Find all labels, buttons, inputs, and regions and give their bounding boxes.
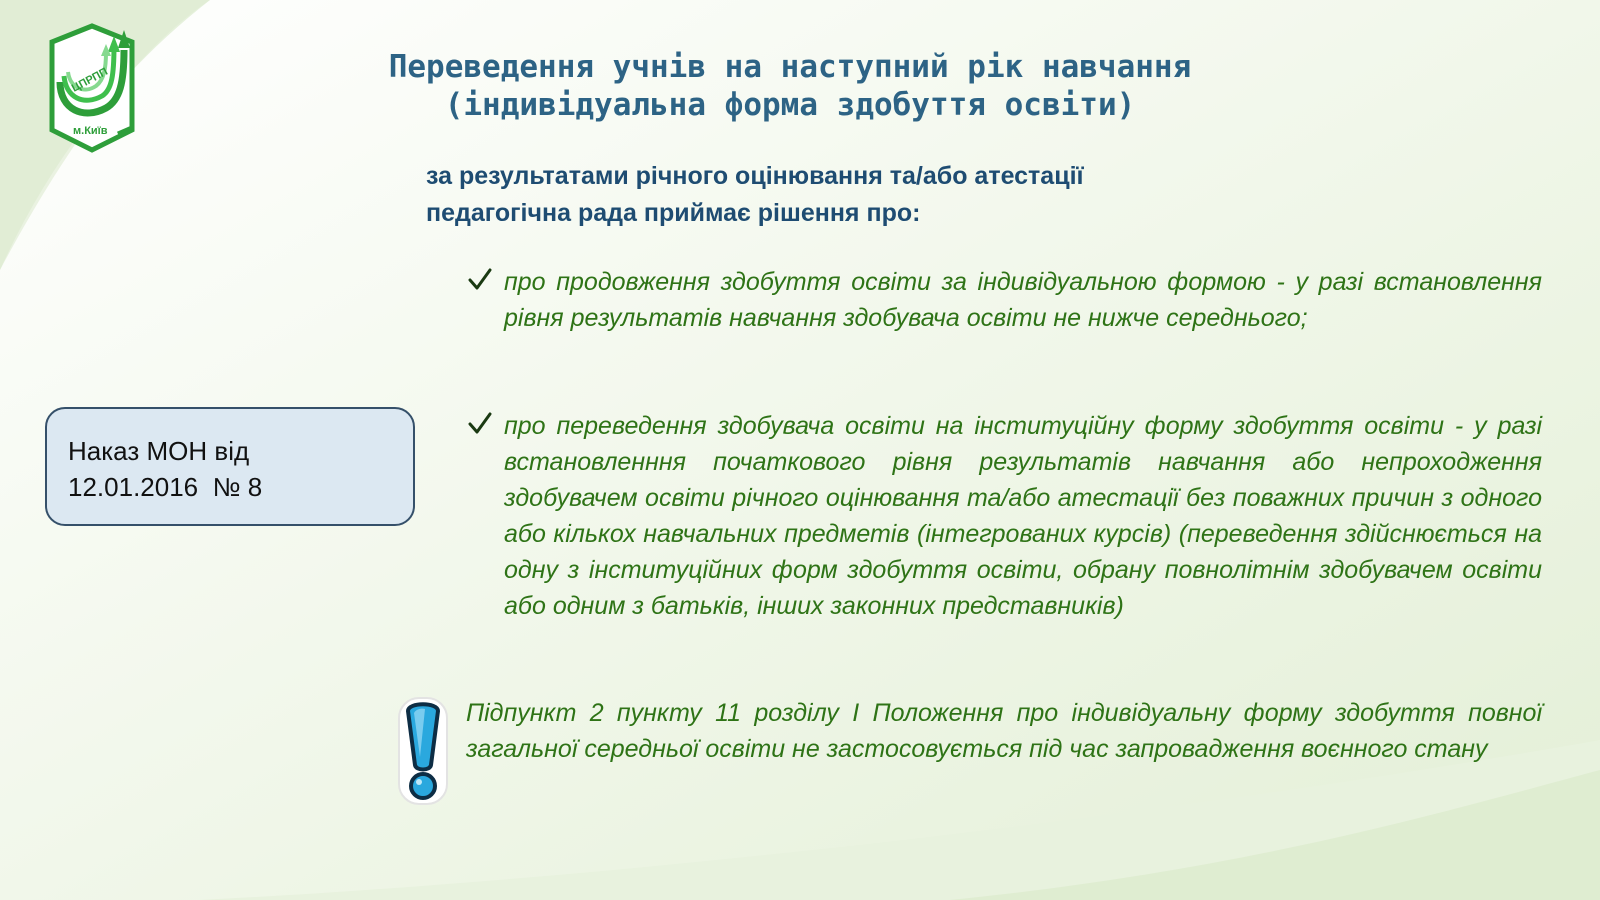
logo-text-top: ЦПРПП [69, 65, 110, 95]
exclamation-icon [398, 697, 448, 805]
bullet-transfer-institutional: про переведення здобувача освіти на інституційну форму здобуття освіти - у разі встановленння початкового рівня результатів навчання або непроходження здобувачем освіти річного оцінювання та/або атестації без поважних причин з одного або кількох навчальних предметів (інтегрованих курсів) (переведення здійснюється на одну з інституційних форм здобуття освіти, обрану повнолітнім здобувачем освіти або одним з батьків, інших законних представників) [504, 412, 1542, 620]
reference-box [45, 407, 415, 526]
checkmark-icon [466, 266, 494, 294]
slide-title [250, 48, 1330, 124]
intro-text [426, 158, 1426, 232]
reference-line-2: 12.01.2016 № 8 [68, 472, 263, 502]
bullet-continue-individual: про продовження здобуття освіти за індивідуальною формою - у разі встановлення рівня результатів навчання здобувача освіти не нижче середнього; [504, 268, 1542, 332]
logo-text-bottom: м.Київ [73, 125, 108, 137]
intro-line-2: педагогічна рада приймає рішення про: [426, 199, 921, 227]
checkmark-icon [466, 410, 494, 438]
martial-law-note: Підпункт 2 пункту 11 розділу І Положення про індивідуальну форму здобуття повної загальної середньої освіти не застосовується під час запровадження воєнного стану [466, 699, 1542, 763]
reference-line-1: Наказ МОН від [68, 436, 250, 466]
title-line-2: (індивідуальна форма здобуття освіти) [444, 87, 1136, 123]
logo-emblem [40, 22, 144, 154]
intro-line-1: за результатами річного оцінювання та/або атестації [426, 162, 1084, 190]
title-line-1: Переведення учнів на наступний рік навчання [388, 49, 1192, 85]
